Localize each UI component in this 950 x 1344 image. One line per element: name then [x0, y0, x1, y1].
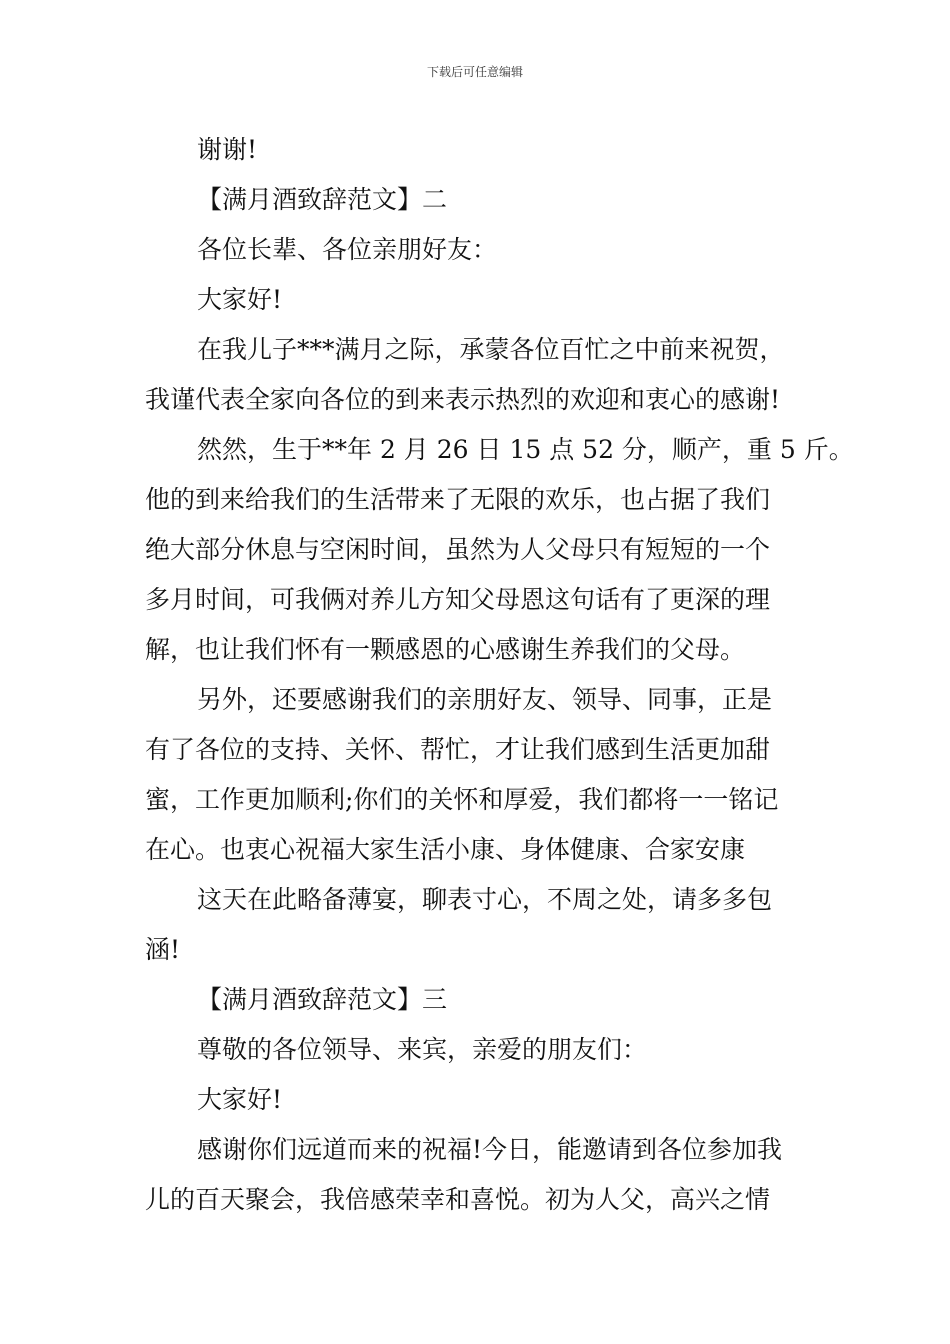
- text-line: 另外，还要感谢我们的亲朋好友、领导、同事，正是: [197, 685, 773, 714]
- text-line: 这天在此略备薄宴，聊表寸心，不周之处，请多多包: [197, 885, 773, 914]
- text-line: 他的到来给我们的生活带来了无限的欢乐，也占据了我们: [145, 485, 771, 514]
- text-line: 多月时间，可我俩对养儿方知父母恩这句话有了更深的理: [145, 585, 771, 614]
- text-line: 蜜，工作更加顺利;你们的关怀和厚爱，我们都将一一铭记: [145, 785, 779, 814]
- salutation: 尊敬的各位领导、来宾，亲爱的朋友们：: [197, 1035, 648, 1064]
- text-line: 感谢你们远道而来的祝福!今日，能邀请到各位参加我: [197, 1135, 783, 1164]
- page-header: 下载后可任意编辑: [426, 65, 523, 79]
- text-line: 涵!: [145, 935, 181, 964]
- salutation: 各位长辈、各位亲朋好友：: [197, 235, 498, 264]
- greeting: 大家好!: [197, 1085, 283, 1114]
- greeting: 大家好!: [197, 285, 283, 314]
- text-line: 在我儿子***满月之际，承蒙各位百忙之中前来祝贺，: [197, 335, 785, 364]
- text-line: 儿的百天聚会，我倍感荣幸和喜悦。初为人父，高兴之情: [145, 1185, 771, 1214]
- text-line: 在心。也衷心祝福大家生活小康、身体健康、合家安康: [145, 835, 746, 864]
- section-heading: 【满月酒致辞范文】二: [197, 185, 448, 214]
- section-heading: 【满月酒致辞范文】三: [197, 985, 448, 1014]
- document-body: [145, 125, 854, 1225]
- text-line: 我谨代表全家向各位的到来表示热烈的欢迎和衷心的感谢!: [145, 385, 781, 414]
- text-line: 有了各位的支持、关怀、帮忙，才让我们感到生活更加甜: [145, 735, 771, 764]
- text-line: 解，也让我们怀有一颗感恩的心感谢生养我们的父母。: [145, 635, 746, 664]
- text-line: 绝大部分休息与空闲时间，虽然为人父母只有短短的一个: [145, 535, 771, 564]
- text-line: 谢谢!: [197, 135, 258, 164]
- text-line: 然然，生于**年 2 月 26 日 15 点 52 分，顺产，重 5 斤。: [197, 435, 854, 464]
